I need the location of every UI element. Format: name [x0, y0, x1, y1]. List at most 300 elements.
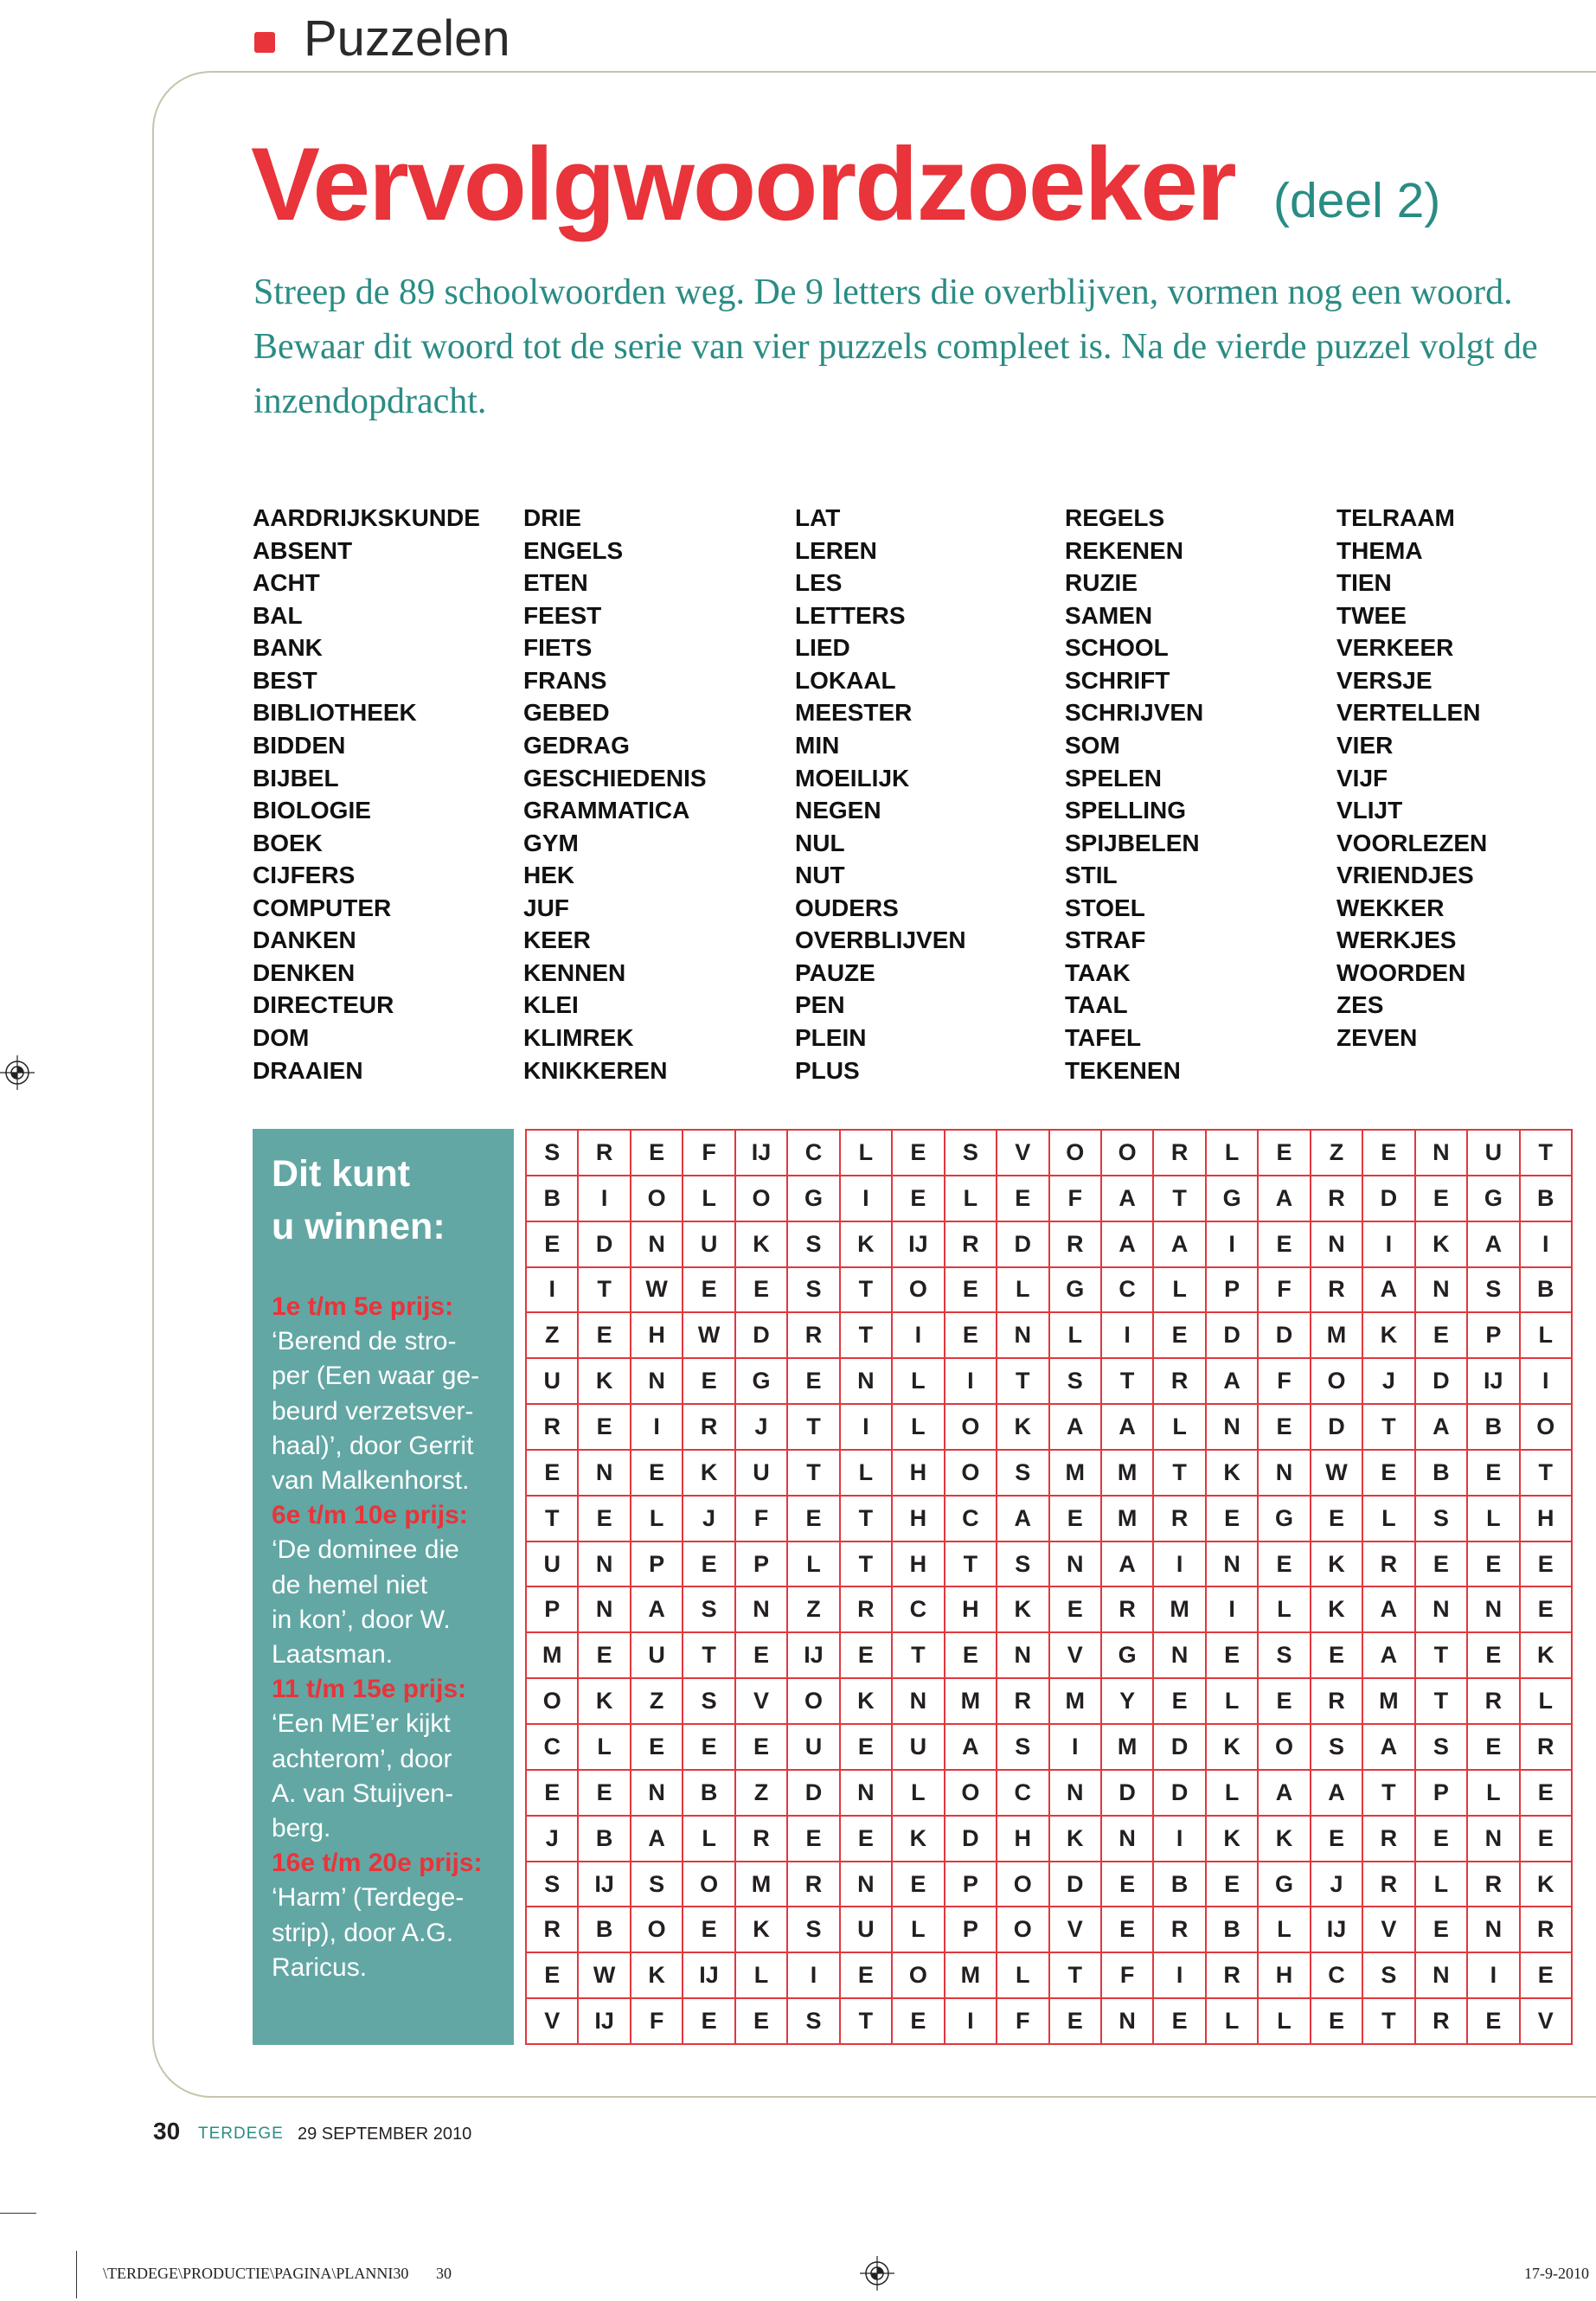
grid-cell: D — [1311, 1405, 1362, 1449]
grid-cell: R — [1207, 1953, 1257, 1997]
grid-cell: L — [893, 1771, 943, 1815]
grid-cell: N — [1468, 1817, 1518, 1861]
grid-cell: I — [788, 1953, 838, 1997]
grid-cell: C — [1102, 1268, 1152, 1312]
grid-cell: R — [683, 1405, 734, 1449]
word-list-item: SOM — [1065, 731, 1120, 759]
grid-cell: E — [1521, 1817, 1571, 1861]
grid-cell: S — [631, 1862, 682, 1907]
grid-cell: R — [1311, 1268, 1362, 1312]
grid-cell: E — [1468, 1451, 1518, 1495]
grid-cell: D — [736, 1313, 786, 1357]
grid-cell: R — [1311, 1679, 1362, 1723]
grid-cell: E — [997, 1176, 1048, 1221]
grid-cell: N — [579, 1542, 629, 1586]
grid-cell: E — [1259, 1542, 1309, 1586]
prize-description-line: in kon’, door W. — [272, 1605, 451, 1634]
grid-cell: O — [893, 1953, 943, 1997]
grid-cell: E — [579, 1497, 629, 1541]
grid-cell: O — [997, 1862, 1048, 1907]
grid-cell: H — [893, 1497, 943, 1541]
grid-cell: I — [945, 1359, 996, 1403]
grid-cell: U — [527, 1359, 577, 1403]
grid-cell: E — [1207, 1633, 1257, 1677]
word-list-column — [1336, 502, 1487, 1054]
grid-cell: E — [1259, 1405, 1309, 1449]
grid-cell: S — [527, 1862, 577, 1907]
grid-cell: L — [736, 1953, 786, 1997]
print-slug-path: \TERDEGE\PRODUCTIE\PAGINA\PLANNI30 — [103, 2265, 409, 2282]
word-list-item: LETTERS — [795, 601, 906, 629]
grid-cell: D — [1363, 1176, 1413, 1221]
grid-cell: E — [1102, 1862, 1152, 1907]
grid-cell: I — [841, 1176, 891, 1221]
grid-cell: N — [1416, 1268, 1466, 1312]
word-list-column — [523, 502, 707, 1086]
grid-cell: I — [1363, 1222, 1413, 1266]
word-list-item: KENNEN — [523, 958, 626, 986]
grid-cell: E — [893, 1862, 943, 1907]
grid-cell: R — [1154, 1907, 1204, 1952]
word-list-item: SCHRIJVEN — [1065, 699, 1204, 727]
prize-description-line: haal)’, door Gerrit — [272, 1431, 474, 1460]
word-list-item: REKENEN — [1065, 536, 1183, 564]
word-list-item: TEKENEN — [1065, 1056, 1181, 1084]
grid-cell: E — [683, 1268, 734, 1312]
grid-cell: M — [1102, 1725, 1152, 1769]
grid-cell: E — [527, 1771, 577, 1815]
grid-cell: J — [1363, 1359, 1413, 1403]
grid-cell: A — [1363, 1268, 1413, 1312]
grid-cell: D — [1416, 1359, 1466, 1403]
grid-cell: E — [736, 1633, 786, 1677]
word-list-item: FIETS — [523, 634, 593, 662]
grid-cell: E — [1311, 1817, 1362, 1861]
grid-cell: R — [527, 1405, 577, 1449]
grid-cell: C — [527, 1725, 577, 1769]
grid-cell: O — [1050, 1131, 1100, 1175]
grid-cell: E — [579, 1313, 629, 1357]
grid-cell: E — [1416, 1542, 1466, 1586]
grid-cell: W — [579, 1953, 629, 1997]
word-list-item: BAL — [253, 601, 303, 629]
grid-cell: IJ — [736, 1131, 786, 1175]
grid-cell: K — [579, 1679, 629, 1723]
grid-cell: O — [631, 1176, 682, 1221]
crop-mark — [0, 2213, 36, 2214]
grid-cell: E — [1468, 1542, 1518, 1586]
prize-description-line: ‘Berend de stro- — [272, 1327, 457, 1356]
grid-cell: C — [788, 1131, 838, 1175]
word-list-item: LIED — [795, 634, 850, 662]
grid-cell: M — [1102, 1497, 1152, 1541]
word-list-item: VERTELLEN — [1336, 699, 1481, 727]
grid-cell: T — [841, 1542, 891, 1586]
grid-cell: K — [1050, 1817, 1100, 1861]
word-list-item: THEMA — [1336, 536, 1423, 564]
prize-description-line: Raricus. — [272, 1952, 368, 1982]
word-list-item: VERKEER — [1336, 634, 1454, 662]
grid-cell: E — [683, 1359, 734, 1403]
grid-cell: V — [1363, 1907, 1413, 1952]
grid-cell: S — [997, 1542, 1048, 1586]
grid-cell: I — [1050, 1725, 1100, 1769]
grid-cell: G — [1259, 1497, 1309, 1541]
grid-cell: C — [997, 1771, 1048, 1815]
grid-cell: R — [788, 1862, 838, 1907]
grid-cell: U — [1468, 1131, 1518, 1175]
word-list-item: VOORLEZEN — [1336, 829, 1488, 856]
word-list-item: SPELEN — [1065, 764, 1163, 792]
word-list-item: PLEIN — [795, 1024, 867, 1051]
grid-cell: N — [1102, 1999, 1152, 2043]
grid-cell: H — [945, 1587, 996, 1631]
grid-cell: A — [1154, 1222, 1204, 1266]
grid-cell: B — [579, 1907, 629, 1952]
grid-cell: T — [945, 1542, 996, 1586]
grid-cell: E — [945, 1268, 996, 1312]
grid-cell: K — [1521, 1633, 1571, 1677]
word-list-item: WERKJES — [1336, 926, 1457, 954]
grid-cell: T — [788, 1405, 838, 1449]
grid-cell: E — [1311, 1999, 1362, 2043]
prize-description-line: Laatsman. — [272, 1640, 394, 1670]
grid-cell: T — [527, 1497, 577, 1541]
grid-cell: A — [1468, 1222, 1518, 1266]
grid-cell: Y — [1102, 1679, 1152, 1723]
grid-cell: T — [1102, 1359, 1152, 1403]
grid-cell: A — [1311, 1771, 1362, 1815]
grid-cell: S — [1363, 1953, 1413, 1997]
grid-cell: N — [631, 1359, 682, 1403]
grid-cell: A — [1102, 1222, 1152, 1266]
grid-cell: E — [1154, 1679, 1204, 1723]
grid-cell: Z — [788, 1587, 838, 1631]
grid-cell: H — [893, 1542, 943, 1586]
grid-cell: E — [1416, 1817, 1466, 1861]
word-list-item: ABSENT — [253, 536, 353, 564]
grid-cell: O — [1521, 1405, 1571, 1449]
grid-cell: S — [788, 1268, 838, 1312]
grid-cell: D — [1050, 1862, 1100, 1907]
word-list-item: JUF — [523, 894, 569, 921]
prize-list — [272, 1290, 514, 1985]
grid-cell: D — [1207, 1313, 1257, 1357]
grid-cell: I — [579, 1176, 629, 1221]
grid-cell: W — [683, 1313, 734, 1357]
grid-cell: A — [1363, 1587, 1413, 1631]
grid-cell: L — [893, 1359, 943, 1403]
page-number: 30 — [153, 2118, 181, 2144]
word-list-item: ZEVEN — [1336, 1024, 1418, 1051]
grid-cell: D — [1154, 1725, 1204, 1769]
grid-cell: O — [631, 1907, 682, 1952]
grid-cell: P — [1207, 1268, 1257, 1312]
grid-cell: S — [1259, 1633, 1309, 1677]
grid-cell: K — [736, 1907, 786, 1952]
grid-cell: A — [1416, 1405, 1466, 1449]
word-list-item: BIBLIOTHEEK — [253, 699, 417, 727]
grid-cell: B — [579, 1817, 629, 1861]
prize-description-line: achterom’, door — [272, 1744, 452, 1773]
word-list-item: DIRECTEUR — [253, 991, 394, 1019]
intro-line: Bewaar dit woord tot de serie van vier puzzels compleet is. Na de vierde puzzel volgt de — [253, 327, 1538, 367]
grid-cell: N — [1050, 1771, 1100, 1815]
grid-cell: F — [631, 1999, 682, 2043]
prize-description-line: A. van Stuijven- — [272, 1779, 454, 1808]
grid-cell: IJ — [1468, 1359, 1518, 1403]
intro-line: Streep de 89 schoolwoorden weg. De 9 letters die overblijven, vormen nog een woord. — [253, 272, 1513, 312]
grid-cell: V — [736, 1679, 786, 1723]
registration-mark-icon — [0, 1055, 35, 1090]
grid-cell: R — [1363, 1817, 1413, 1861]
grid-cell: E — [631, 1725, 682, 1769]
grid-cell: D — [1154, 1771, 1204, 1815]
word-list-item: LOKAAL — [795, 666, 896, 694]
word-list-item: CIJFERS — [253, 862, 356, 889]
word-list-item: STOEL — [1065, 894, 1145, 921]
grid-cell: L — [1050, 1313, 1100, 1357]
grid-cell: R — [788, 1313, 838, 1357]
word-list-item: SAMEN — [1065, 601, 1153, 629]
word-list-item: COMPUTER — [253, 894, 392, 921]
grid-cell: R — [841, 1587, 891, 1631]
grid-cell: E — [1521, 1953, 1571, 1997]
grid-cell: S — [1468, 1268, 1518, 1312]
grid-cell: L — [841, 1451, 891, 1495]
grid-cell: T — [997, 1359, 1048, 1403]
grid-cell: N — [1468, 1907, 1518, 1952]
grid-cell: T — [1521, 1131, 1571, 1175]
grid-cell: N — [1207, 1405, 1257, 1449]
grid-cell: R — [1154, 1131, 1204, 1175]
word-list-item: STIL — [1065, 862, 1118, 889]
grid-cell: E — [788, 1497, 838, 1541]
grid-cell: L — [1259, 1999, 1309, 2043]
grid-cell: N — [1416, 1953, 1466, 1997]
grid-cell: N — [1416, 1131, 1466, 1175]
word-list-item: NEGEN — [795, 797, 881, 824]
word-list-item: TIEN — [1336, 569, 1392, 597]
grid-cell: N — [997, 1313, 1048, 1357]
grid-cell: T — [1050, 1953, 1100, 1997]
grid-cell: N — [736, 1587, 786, 1631]
grid-cell: E — [527, 1451, 577, 1495]
grid-cell: E — [1259, 1679, 1309, 1723]
grid-cell: E — [736, 1268, 786, 1312]
grid-cell: R — [1468, 1679, 1518, 1723]
grid-cell: I — [893, 1313, 943, 1357]
grid-cell: R — [1416, 1999, 1466, 2043]
crop-mark — [76, 2251, 77, 2298]
grid-cell: E — [527, 1222, 577, 1266]
print-slug-date: 17-9-2010 — [1524, 2265, 1589, 2282]
grid-cell: I — [1207, 1587, 1257, 1631]
grid-cell: A — [1207, 1359, 1257, 1403]
grid-cell: E — [527, 1953, 577, 1997]
grid-cell: E — [1521, 1587, 1571, 1631]
grid-cell: G — [1207, 1176, 1257, 1221]
grid-cell: T — [1363, 1405, 1413, 1449]
grid-cell: U — [631, 1633, 682, 1677]
grid-cell: L — [1468, 1497, 1518, 1541]
grid-cell: P — [945, 1907, 996, 1952]
grid-cell: E — [1363, 1131, 1413, 1175]
grid-cell: E — [893, 1131, 943, 1175]
grid-cell: K — [1207, 1725, 1257, 1769]
grid-cell: E — [1468, 1725, 1518, 1769]
grid-cell: H — [893, 1451, 943, 1495]
grid-cell: I — [1521, 1222, 1571, 1266]
prize-description-line: beurd verzetsver- — [272, 1396, 474, 1426]
grid-cell: R — [1521, 1907, 1571, 1952]
section-bullet — [254, 32, 275, 53]
grid-cell: K — [736, 1222, 786, 1266]
prize-description-line: van Malkenhorst. — [272, 1466, 470, 1496]
grid-cell: E — [841, 1633, 891, 1677]
grid-cell: I — [945, 1999, 996, 2043]
grid-cell: E — [1259, 1222, 1309, 1266]
grid-cell: H — [997, 1817, 1048, 1861]
grid-cell: L — [1154, 1268, 1204, 1312]
grid-cell: G — [788, 1176, 838, 1221]
word-list-item: NUT — [795, 862, 845, 889]
grid-cell: U — [736, 1451, 786, 1495]
word-list-item: STRAF — [1065, 926, 1146, 954]
grid-cell: M — [945, 1679, 996, 1723]
grid-cell: S — [1416, 1497, 1466, 1541]
grid-cell: N — [631, 1771, 682, 1815]
prize-description-line: per (Een waar ge- — [272, 1362, 480, 1391]
grid-cell: B — [527, 1176, 577, 1221]
grid-cell: G — [1259, 1862, 1309, 1907]
grid-cell: L — [1207, 1679, 1257, 1723]
prize-box — [253, 1129, 514, 2045]
grid-cell: O — [945, 1771, 996, 1815]
grid-cell: E — [683, 1542, 734, 1586]
grid-cell: D — [945, 1817, 996, 1861]
grid-cell: N — [1468, 1587, 1518, 1631]
prize-description-line: de hemel niet — [272, 1570, 428, 1599]
grid-cell: T — [841, 1268, 891, 1312]
grid-cell: V — [1521, 1999, 1571, 2043]
registration-mark-icon — [860, 2256, 894, 2291]
grid-cell: K — [1207, 1817, 1257, 1861]
word-list-item: ENGELS — [523, 536, 624, 564]
word-list-item: NUL — [795, 829, 845, 856]
intro-paragraph — [253, 266, 1538, 429]
grid-cell: K — [683, 1451, 734, 1495]
grid-cell: A — [1363, 1725, 1413, 1769]
grid-cell: I — [841, 1405, 891, 1449]
page-subtitle: (deel 2) — [1273, 173, 1441, 228]
word-list-column — [795, 502, 966, 1086]
magazine-name: TERDEGE — [198, 2125, 284, 2143]
grid-cell: C — [1311, 1953, 1362, 1997]
prize-description-line: strip), door A.G. — [272, 1918, 454, 1947]
grid-cell: B — [683, 1771, 734, 1815]
word-list-item: OVERBLIJVEN — [795, 926, 966, 954]
grid-cell: IJ — [893, 1222, 943, 1266]
grid-cell: F — [683, 1131, 734, 1175]
grid-cell: N — [579, 1587, 629, 1631]
grid-cell: T — [841, 1999, 891, 2043]
grid-cell: E — [683, 1907, 734, 1952]
grid-cell: T — [1521, 1451, 1571, 1495]
grid-cell: U — [841, 1907, 891, 1952]
grid-cell: F — [1102, 1953, 1152, 1997]
grid-cell: IJ — [788, 1633, 838, 1677]
grid-cell: U — [527, 1542, 577, 1586]
word-list-item: KEER — [523, 926, 591, 954]
grid-cell: O — [1259, 1725, 1309, 1769]
grid-cell: G — [1102, 1633, 1152, 1677]
prize-description-line: ‘De dominee die — [272, 1535, 459, 1565]
grid-cell: I — [1102, 1313, 1152, 1357]
grid-cell: L — [1207, 1131, 1257, 1175]
grid-cell: S — [997, 1451, 1048, 1495]
grid-cell: R — [1311, 1176, 1362, 1221]
grid-cell: T — [683, 1633, 734, 1677]
issue-date: 29 SEPTEMBER 2010 — [298, 2125, 472, 2144]
word-list-item: BIJBEL — [253, 764, 339, 792]
grid-cell: J — [1311, 1862, 1362, 1907]
grid-cell: A — [1259, 1176, 1309, 1221]
grid-cell: M — [1363, 1679, 1413, 1723]
grid-cell: L — [788, 1542, 838, 1586]
grid-cell: F — [997, 1999, 1048, 2043]
grid-cell: E — [1468, 1633, 1518, 1677]
word-list-item: SCHRIFT — [1065, 666, 1170, 694]
grid-cell: R — [527, 1907, 577, 1952]
grid-cell: S — [788, 1999, 838, 2043]
grid-cell: D — [1102, 1771, 1152, 1815]
grid-cell: T — [841, 1497, 891, 1541]
grid-cell: L — [1259, 1587, 1309, 1631]
grid-cell: O — [997, 1907, 1048, 1952]
grid-cell: IJ — [579, 1999, 629, 2043]
grid-cell: E — [1521, 1542, 1571, 1586]
word-list-item: KNIKKEREN — [523, 1056, 668, 1084]
word-list-item: TELRAAM — [1336, 504, 1455, 531]
grid-cell: R — [736, 1817, 786, 1861]
grid-cell: U — [788, 1725, 838, 1769]
word-list-item: SPIJBELEN — [1065, 829, 1200, 856]
grid-cell: K — [1521, 1862, 1571, 1907]
word-list-item: GESCHIEDENIS — [523, 764, 707, 792]
grid-cell: L — [1521, 1313, 1571, 1357]
word-list-item: GRAMMATICA — [523, 797, 690, 824]
grid-cell: S — [997, 1725, 1048, 1769]
word-list-item: RUZIE — [1065, 569, 1138, 597]
grid-cell: N — [997, 1633, 1048, 1677]
grid-cell: R — [579, 1131, 629, 1175]
grid-cell: I — [527, 1268, 577, 1312]
grid-cell: IJ — [1311, 1907, 1362, 1952]
grid-cell: N — [893, 1679, 943, 1723]
grid-cell: E — [1311, 1497, 1362, 1541]
grid-cell: E — [1154, 1999, 1204, 2043]
grid-cell: N — [841, 1862, 891, 1907]
grid-cell: K — [1259, 1817, 1309, 1861]
grid-cell: O — [945, 1451, 996, 1495]
word-list-item: VIJF — [1336, 764, 1388, 792]
grid-cell: J — [683, 1497, 734, 1541]
grid-cell: M — [1102, 1451, 1152, 1495]
word-list-item: SCHOOL — [1065, 634, 1169, 662]
prize-heading: Dit kunt — [272, 1153, 411, 1195]
grid-cell: I — [631, 1405, 682, 1449]
